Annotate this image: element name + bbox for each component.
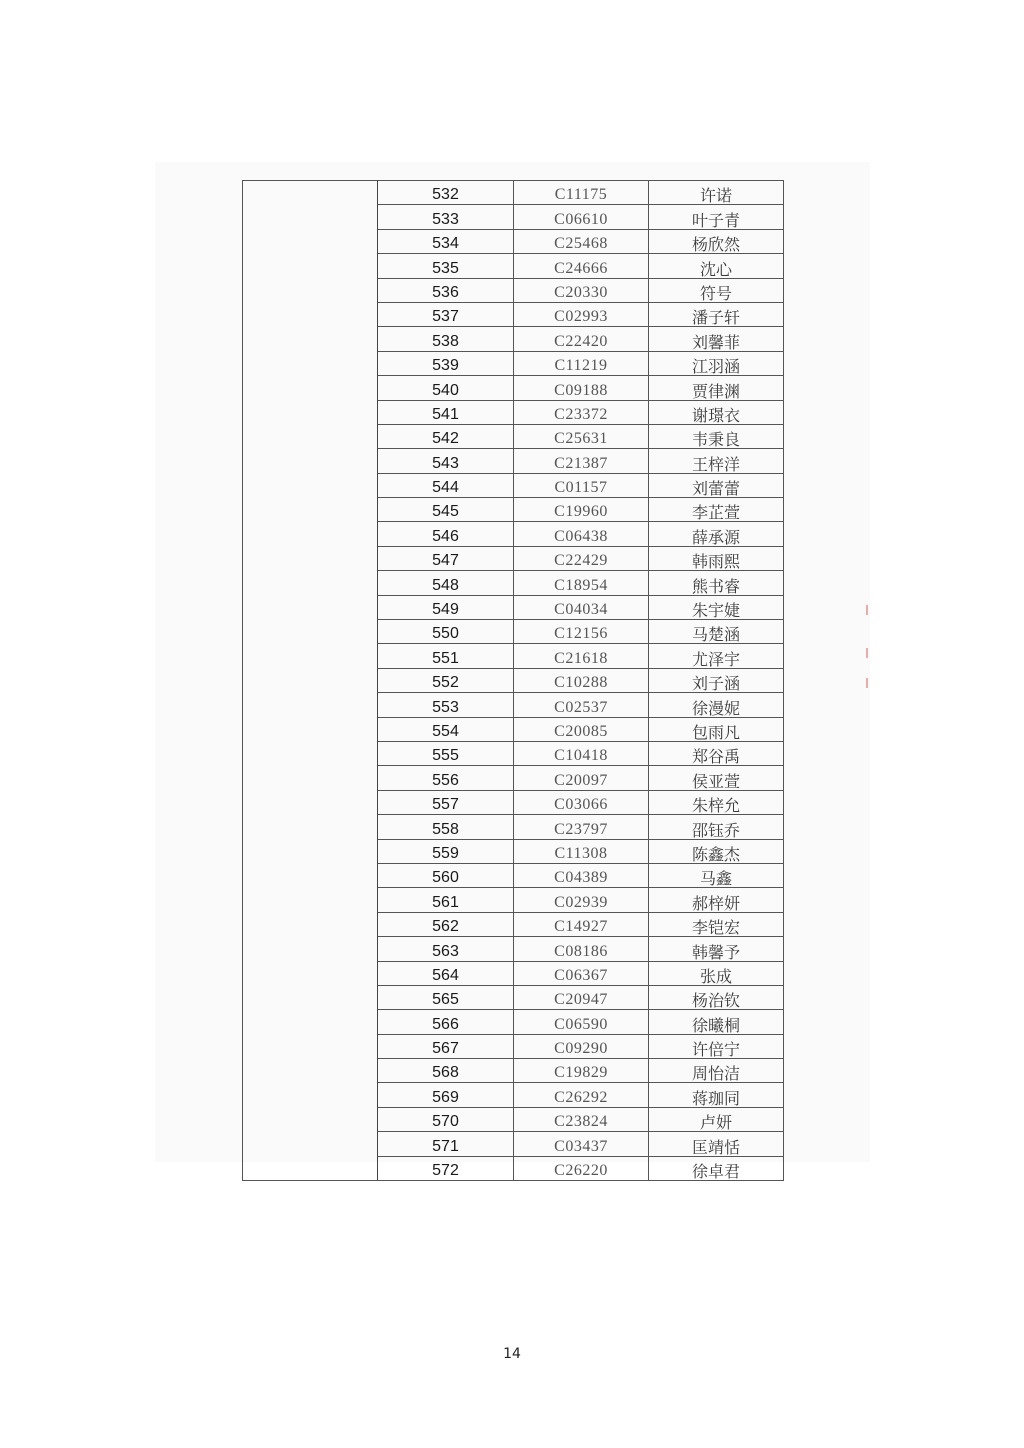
student-code-cell: C12156 [514, 620, 649, 644]
student-code-cell: C19960 [514, 498, 649, 522]
row-number-cell: 535 [378, 254, 514, 278]
row-number-cell: 555 [378, 741, 514, 765]
student-name-cell: 许倍宁 [649, 1034, 784, 1058]
student-list-table [242, 180, 784, 1181]
student-code-cell: C09290 [514, 1034, 649, 1058]
student-code-cell: C10418 [514, 741, 649, 765]
row-number-cell: 540 [378, 376, 514, 400]
row-number-cell: 544 [378, 473, 514, 497]
student-code-cell: C09188 [514, 376, 649, 400]
student-code-cell: C03437 [514, 1132, 649, 1156]
student-code-cell: C26292 [514, 1083, 649, 1107]
student-code-cell: C24666 [514, 254, 649, 278]
student-code-cell: C04389 [514, 863, 649, 887]
row-number-cell: 554 [378, 717, 514, 741]
student-code-cell: C06610 [514, 205, 649, 229]
row-number-cell: 561 [378, 888, 514, 912]
row-number-cell: 539 [378, 351, 514, 375]
student-name-cell: 江羽涵 [649, 351, 784, 375]
student-code-cell: C04034 [514, 595, 649, 619]
row-number-cell: 549 [378, 595, 514, 619]
student-code-cell: C10288 [514, 668, 649, 692]
student-code-cell: C20947 [514, 985, 649, 1009]
row-number-cell: 538 [378, 327, 514, 351]
student-name-cell: 包雨凡 [649, 717, 784, 741]
row-number-cell: 543 [378, 449, 514, 473]
student-name-cell: 杨治钦 [649, 985, 784, 1009]
row-number-cell: 563 [378, 937, 514, 961]
student-code-cell: C23824 [514, 1107, 649, 1131]
student-name-cell: 符号 [649, 278, 784, 302]
table-body [243, 181, 784, 1181]
student-name-cell: 朱宇婕 [649, 595, 784, 619]
row-number-cell: 553 [378, 693, 514, 717]
row-number-cell: 558 [378, 815, 514, 839]
student-code-cell: C20330 [514, 278, 649, 302]
student-name-cell: 王梓洋 [649, 449, 784, 473]
student-name-cell: 郝梓妍 [649, 888, 784, 912]
student-name-cell: 周怡洁 [649, 1059, 784, 1083]
student-name-cell: 杨欣然 [649, 229, 784, 253]
student-code-cell: C11175 [514, 181, 649, 205]
student-name-cell: 刘蕾蕾 [649, 473, 784, 497]
student-name-cell: 潘子轩 [649, 302, 784, 326]
student-code-cell: C11219 [514, 351, 649, 375]
student-code-cell: C23372 [514, 400, 649, 424]
row-number-cell: 550 [378, 620, 514, 644]
student-name-cell: 许诺 [649, 181, 784, 205]
student-name-cell: 徐曦桐 [649, 1010, 784, 1034]
student-code-cell: C25468 [514, 229, 649, 253]
student-code-cell: C02939 [514, 888, 649, 912]
row-number-cell: 569 [378, 1083, 514, 1107]
row-number-cell: 568 [378, 1059, 514, 1083]
stamp-fragment [852, 605, 868, 615]
page-number: 14 [503, 1346, 521, 1362]
student-name-cell: 尤泽宇 [649, 644, 784, 668]
row-number-cell: 564 [378, 961, 514, 985]
student-code-cell: C19829 [514, 1059, 649, 1083]
student-name-cell: 徐漫妮 [649, 693, 784, 717]
group-cell [243, 181, 378, 1181]
student-name-cell: 刘子涵 [649, 668, 784, 692]
student-code-cell: C02537 [514, 693, 649, 717]
student-name-cell: 谢璟衣 [649, 400, 784, 424]
student-code-cell: C06438 [514, 522, 649, 546]
row-number-cell: 559 [378, 839, 514, 863]
student-name-cell: 李铠宏 [649, 912, 784, 936]
student-code-cell: C22429 [514, 546, 649, 570]
student-name-cell: 李芷萱 [649, 498, 784, 522]
student-code-cell: C21387 [514, 449, 649, 473]
student-code-cell: C08186 [514, 937, 649, 961]
row-number-cell: 536 [378, 278, 514, 302]
student-name-cell: 韩雨熙 [649, 546, 784, 570]
row-number-cell: 547 [378, 546, 514, 570]
student-code-cell: C22420 [514, 327, 649, 351]
student-name-cell: 叶子青 [649, 205, 784, 229]
student-name-cell: 郑谷禹 [649, 741, 784, 765]
row-number-cell: 546 [378, 522, 514, 546]
stamp-fragment [852, 648, 868, 658]
student-name-cell: 韩馨予 [649, 937, 784, 961]
row-number-cell: 570 [378, 1107, 514, 1131]
student-name-cell: 朱梓允 [649, 790, 784, 814]
student-code-cell: C11308 [514, 839, 649, 863]
student-code-cell: C06367 [514, 961, 649, 985]
row-number-cell: 572 [378, 1156, 514, 1180]
row-number-cell: 557 [378, 790, 514, 814]
student-name-cell: 蒋珈同 [649, 1083, 784, 1107]
student-name-cell: 刘馨菲 [649, 327, 784, 351]
student-name-cell: 马楚涵 [649, 620, 784, 644]
student-code-cell: C18954 [514, 571, 649, 595]
student-name-cell: 贾律渊 [649, 376, 784, 400]
student-code-cell: C26220 [514, 1156, 649, 1180]
student-code-cell: C23797 [514, 815, 649, 839]
student-name-cell: 卢妍 [649, 1107, 784, 1131]
table-row [243, 181, 784, 205]
row-number-cell: 552 [378, 668, 514, 692]
row-number-cell: 534 [378, 229, 514, 253]
student-code-cell: C20085 [514, 717, 649, 741]
student-name-cell: 韦秉良 [649, 424, 784, 448]
row-number-cell: 571 [378, 1132, 514, 1156]
row-number-cell: 562 [378, 912, 514, 936]
student-name-cell: 沈心 [649, 254, 784, 278]
row-number-cell: 567 [378, 1034, 514, 1058]
student-name-cell: 张成 [649, 961, 784, 985]
row-number-cell: 551 [378, 644, 514, 668]
row-number-cell: 556 [378, 766, 514, 790]
student-name-cell: 邵钰乔 [649, 815, 784, 839]
student-name-cell: 陈鑫杰 [649, 839, 784, 863]
student-code-cell: C20097 [514, 766, 649, 790]
student-name-cell: 熊书睿 [649, 571, 784, 595]
student-name-cell: 薛承源 [649, 522, 784, 546]
row-number-cell: 533 [378, 205, 514, 229]
student-code-cell: C02993 [514, 302, 649, 326]
student-code-cell: C21618 [514, 644, 649, 668]
student-name-cell: 徐卓君 [649, 1156, 784, 1180]
student-code-cell: C03066 [514, 790, 649, 814]
row-number-cell: 560 [378, 863, 514, 887]
student-code-cell: C14927 [514, 912, 649, 936]
student-code-cell: C01157 [514, 473, 649, 497]
row-number-cell: 545 [378, 498, 514, 522]
student-name-cell: 匡靖恬 [649, 1132, 784, 1156]
row-number-cell: 548 [378, 571, 514, 595]
student-code-cell: C06590 [514, 1010, 649, 1034]
student-name-cell: 马鑫 [649, 863, 784, 887]
student-code-cell: C25631 [514, 424, 649, 448]
row-number-cell: 542 [378, 424, 514, 448]
row-number-cell: 541 [378, 400, 514, 424]
row-number-cell: 566 [378, 1010, 514, 1034]
student-name-cell: 侯亚萱 [649, 766, 784, 790]
row-number-cell: 537 [378, 302, 514, 326]
stamp-fragment [852, 678, 868, 688]
row-number-cell: 532 [378, 181, 514, 205]
row-number-cell: 565 [378, 985, 514, 1009]
